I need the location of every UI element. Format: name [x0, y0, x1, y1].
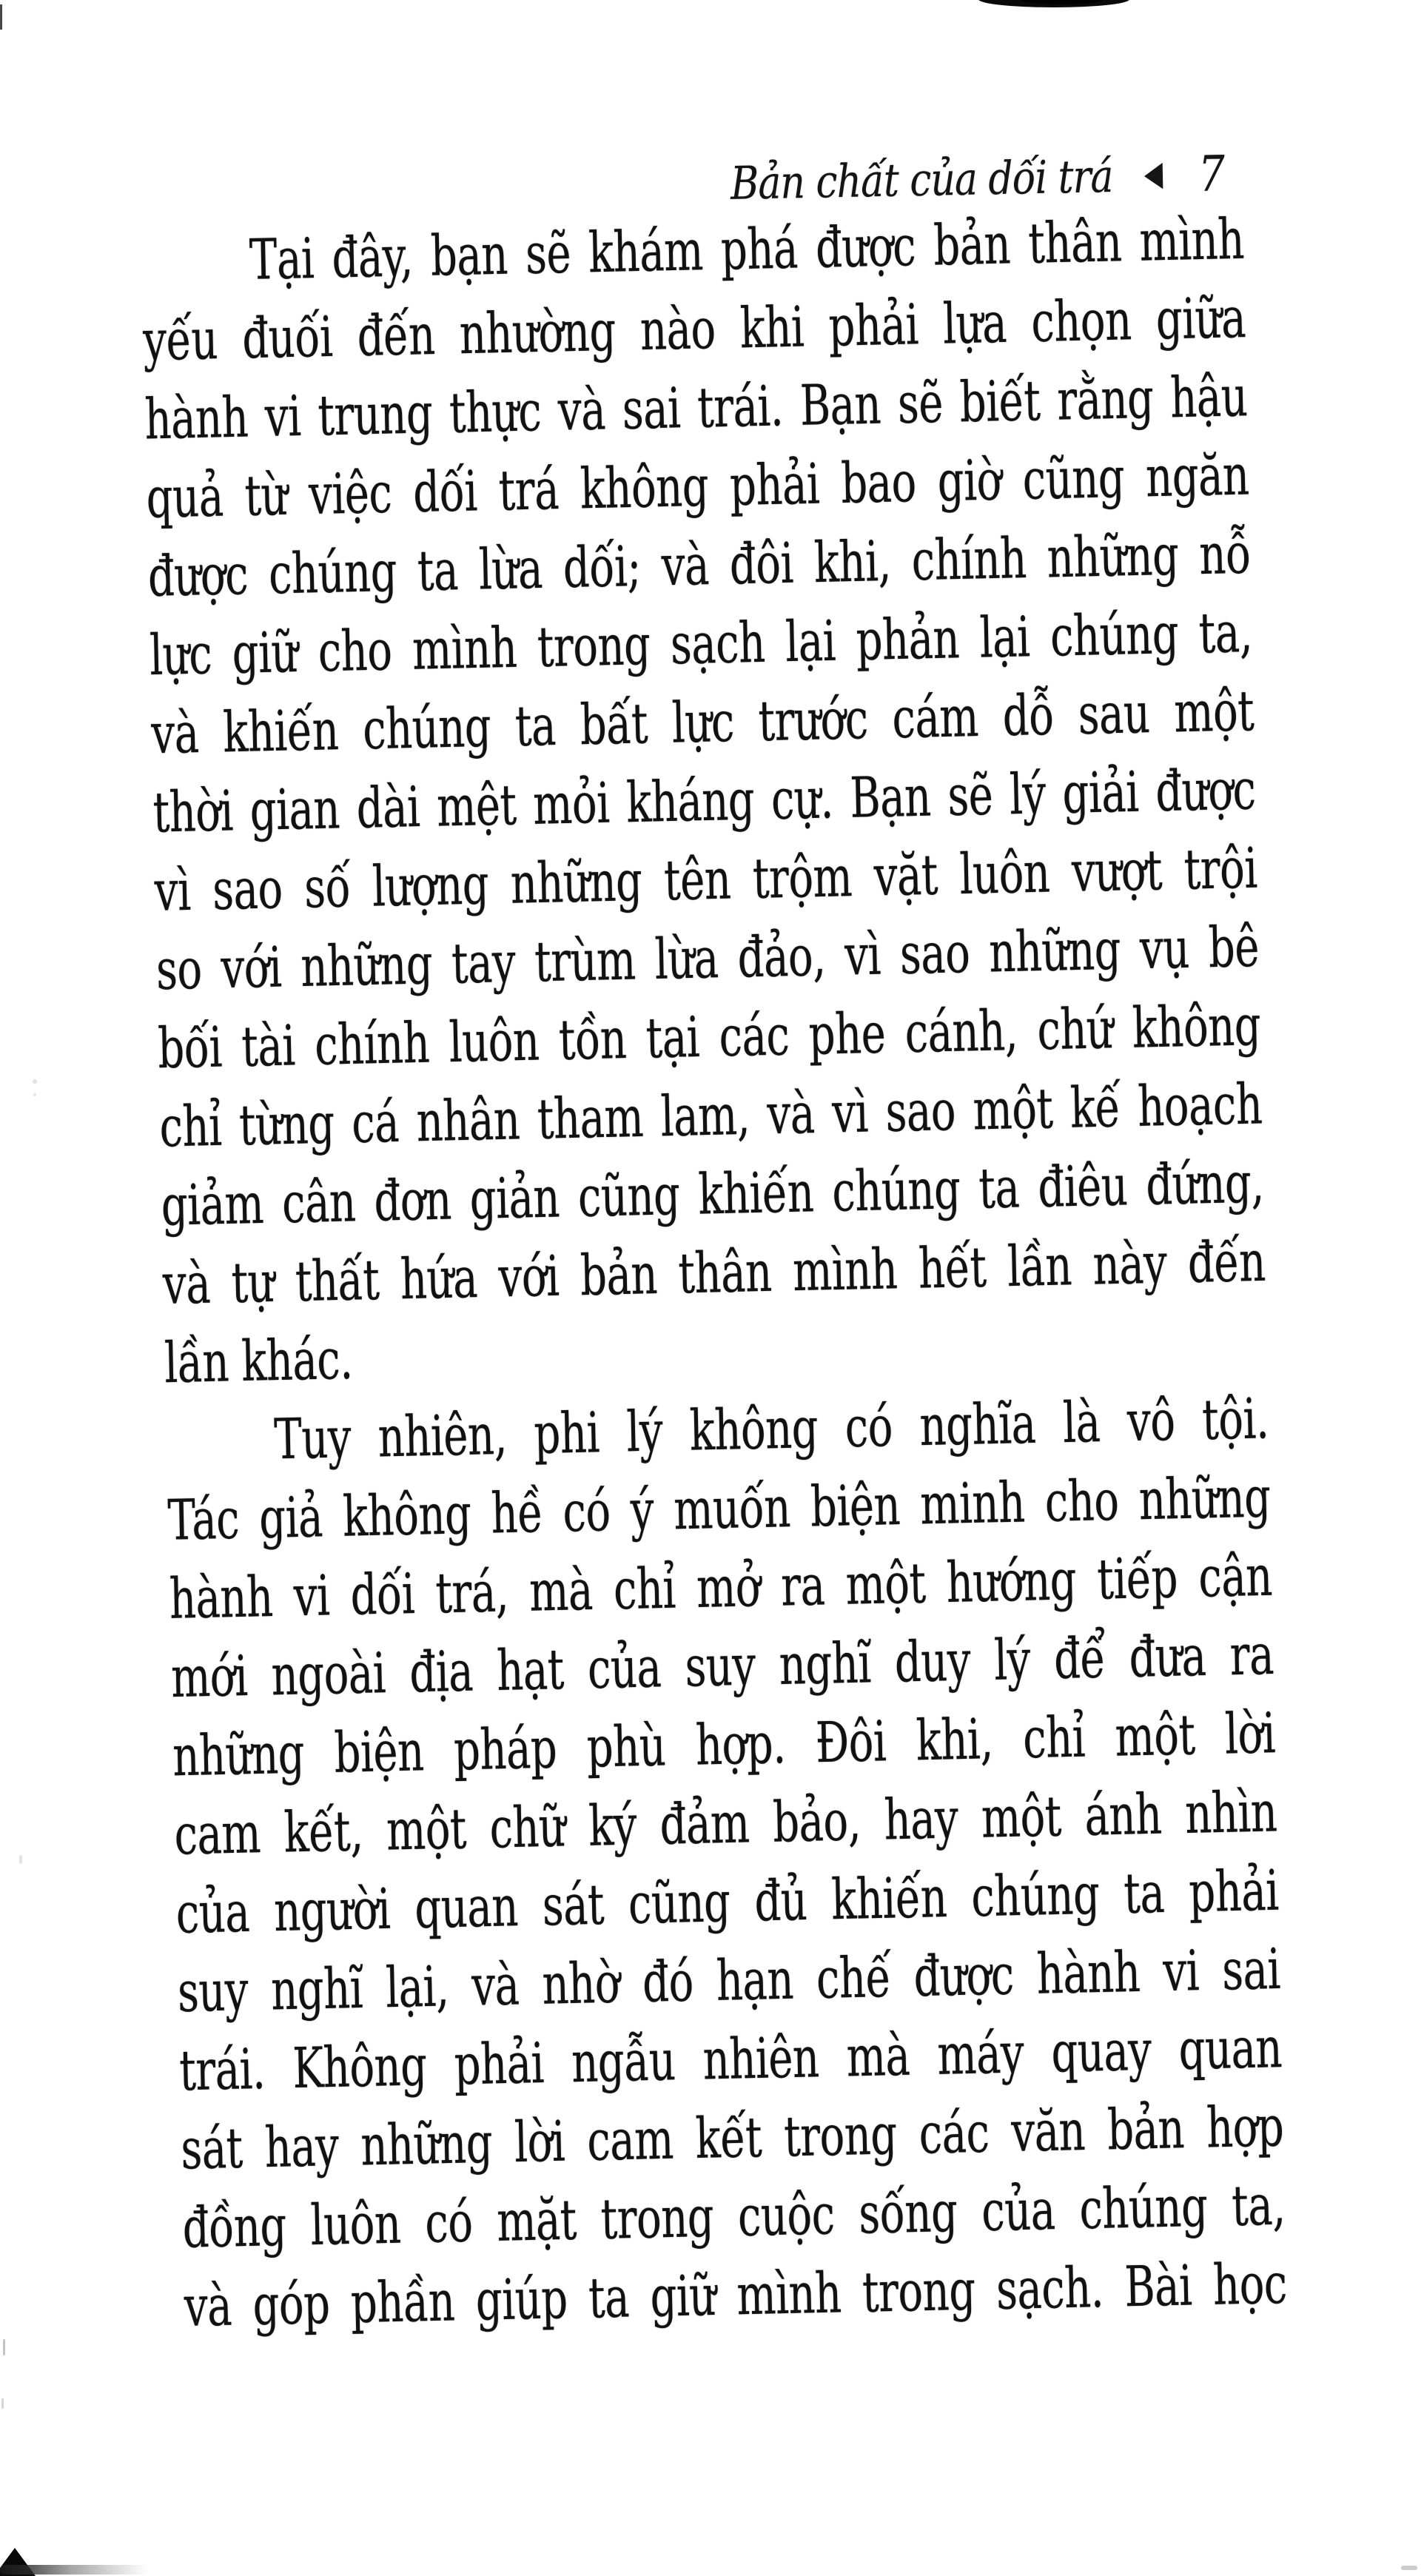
text-line: Tuy nhiên, phi lý không có nghĩa là vô tội. [273, 1386, 1270, 1473]
text-line: được chúng ta lừa dối; và đôi khi, chính những nỗ [147, 522, 1252, 610]
text-line: cam kết, một chữ ký đảm bảo, hay một ánh nhìn [173, 1780, 1278, 1868]
text-line: vì sao số lượng những tên trộm vặt luôn vượt trội [153, 836, 1258, 925]
text-line: quả từ việc dối trá không phải bao giờ cũng ngăn [145, 443, 1250, 531]
scan-artifact-left-edge-mark [0, 4, 2, 30]
scan-artifact-top-smudge-inner [1021, 0, 1103, 4]
scan-artifact-bottom-right-mark [1401, 2566, 1417, 2570]
paragraph-container [141, 201, 1288, 2347]
text-line: giảm cân đơn giản cũng khiến chúng ta điêu đứng, [160, 1150, 1265, 1239]
text-line: lực giữ cho mình trong sạch lại phản lại chúng ta, [149, 600, 1253, 688]
text-line: hành vi trung thực và sai trái. Bạn sẽ biết rằng hậu [144, 364, 1249, 453]
text-line: so với những tay trùm lừa đảo, vì sao những vụ bê [155, 915, 1260, 1003]
text-line: lần khác. [164, 1327, 354, 1397]
text-line: Tại đây, bạn sẽ khám phá được bản thân mình [249, 207, 1245, 293]
scan-artifact-corner-shadow [0, 2548, 36, 2576]
text-line: sát hay những lời cam kết trong các văn bản hợp [180, 2094, 1285, 2183]
scan-artifact-top-smudge [978, 0, 1129, 7]
scan-artifact-left-edge-speck [1, 2398, 4, 2409]
text-line: những biện pháp phù hợp. Đôi khi, chỉ một lời [172, 1701, 1276, 1790]
text-line: hành vi dối trá, mà chỉ mở ra một hướng tiếp cận [169, 1544, 1273, 1632]
page-number: 7 [1198, 146, 1226, 204]
text-line: của người quan sát cũng đủ khiến chúng ta phải [175, 1859, 1280, 1947]
scan-artifact-left-edge-speck [3, 2339, 5, 2355]
text-line: yếu đuối đến nhường nào khi phải lựa chọn giữa [142, 286, 1246, 375]
text-line: trái. Không phải ngẫu nhiên mà máy quay quan [178, 2016, 1283, 2104]
running-head-title: Bản chất của dối trá [730, 150, 1114, 211]
text-line: và khiến chúng ta bất lực trước cám dỗ sau một [150, 679, 1255, 768]
text-line: đồng luôn có mặt trong cuộc sống của chúng ta, [181, 2173, 1286, 2261]
text-line: Tác giả không hề có ý muốn biện minh cho những [167, 1465, 1272, 1554]
text-line: suy nghĩ lại, và nhờ đó hạn chế được hành vi sai [177, 1937, 1281, 2025]
text-line: bối tài chính luôn tồn tại các phe cánh, chứ không [157, 993, 1261, 1082]
left-triangle-icon [1142, 161, 1165, 192]
text-line: và tự thất hứa với bản thân mình hết lần này đến [162, 1230, 1266, 1318]
text-line: chỉ từng cá nhân tham lam, và vì sao một kế hoạch [158, 1072, 1263, 1161]
scan-artifact-dust-speck [19, 1855, 22, 1864]
text-line: và góp phần giúp ta giữ mình trong sạch. Bài học [184, 2252, 1288, 2340]
scan-artifact-corner-streak [0, 2565, 148, 2575]
text-line: mới ngoài địa hạt của suy nghĩ duy lý để đưa ra [170, 1623, 1274, 1711]
text-line: thời gian dài mệt mỏi kháng cự. Bạn sẽ lý giải được [152, 757, 1257, 846]
scan-artifact-dust-speck [33, 1079, 37, 1084]
